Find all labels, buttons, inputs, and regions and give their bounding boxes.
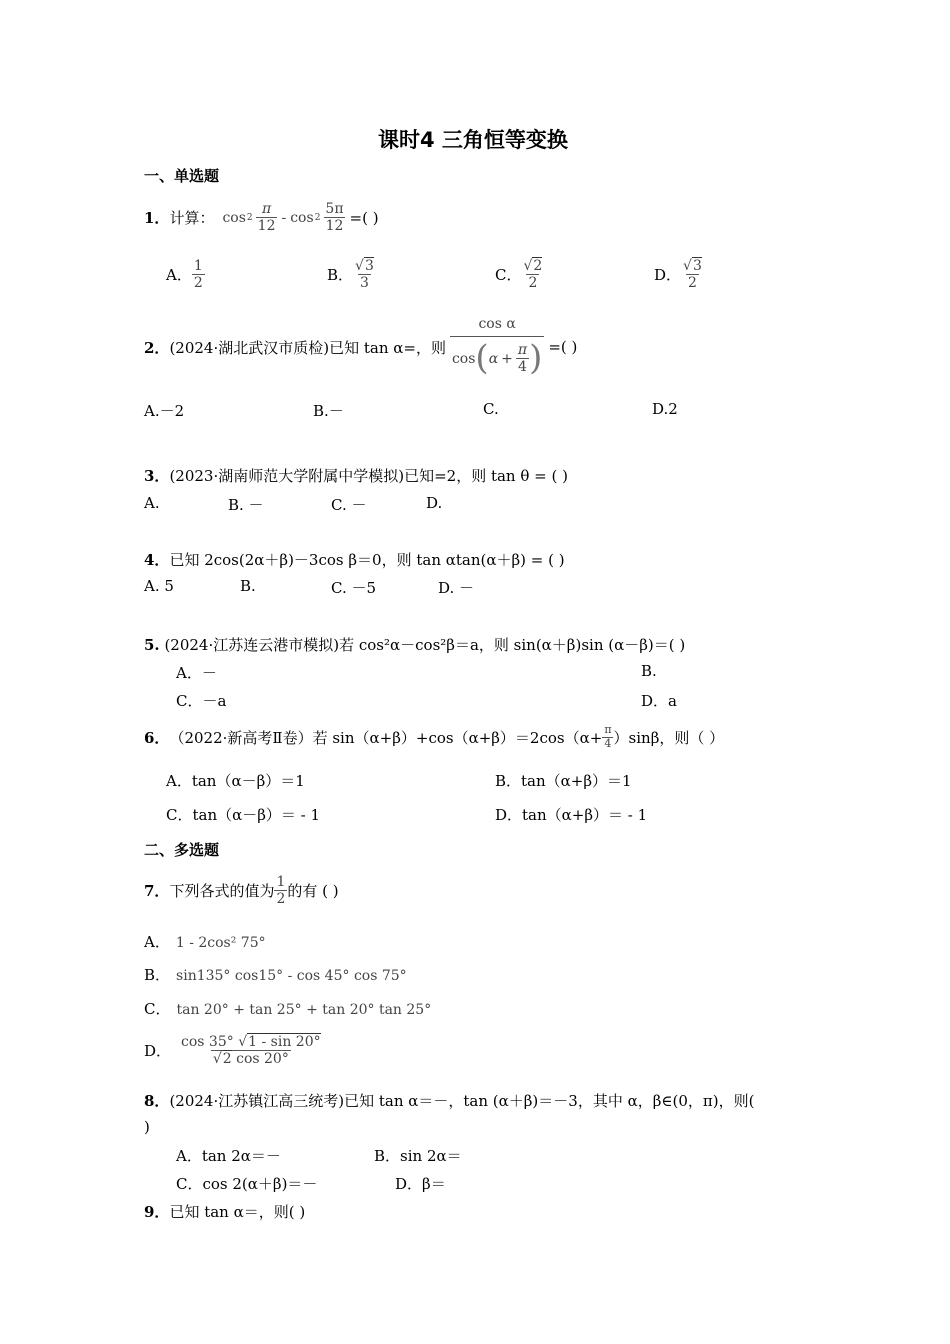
question-text: (2024·江苏镇江高三统考)已知 tan α＝－，tan (α＋β)＝－3，其中 α，β∈(0，π)，则( (169, 1092, 755, 1110)
option-b[interactable]: B． sin135° cos15° - cos 45° cos 75° (144, 966, 407, 984)
question-8-continuation: ) (144, 1118, 150, 1136)
section-single-choice: 一、单选题 (144, 167, 220, 185)
question-text: (2024·江苏连云港市模拟)若 cos²α－cos²β＝a，则 sin(α＋β)sin (α－β)＝( ) (164, 636, 686, 654)
question-number: 9． (144, 1203, 170, 1221)
question-number: 7． (144, 882, 170, 901)
question-number: 2． (144, 338, 170, 357)
option-a[interactable]: A．tan 2α＝－ (176, 1147, 281, 1165)
option-c[interactable]: C． $\frac{√2}{2}$ (495, 258, 543, 292)
option-c[interactable]: C．tan（α－β）＝ - 1 (166, 806, 321, 824)
option-c[interactable]: C. －5 (331, 579, 377, 597)
option-c[interactable]: C． tan 20° + tan 25° + tan 20° tan 25° (144, 1000, 432, 1018)
option-c[interactable]: C．cos 2(α＋β)＝－ (176, 1175, 318, 1193)
question-8 (144, 1090, 754, 1111)
option-b[interactable]: B. (240, 577, 256, 595)
option-a[interactable]: A. 5 (144, 577, 174, 595)
option-d[interactable]: D．a (641, 692, 677, 710)
question-9 (144, 1201, 305, 1222)
question-5 (144, 634, 685, 655)
option-d[interactable]: D.2 (652, 400, 678, 418)
option-a[interactable]: A. (144, 494, 160, 512)
option-a[interactable]: A． 1 - 2cos² 75° (144, 933, 266, 951)
question-text: (2023·湖南师范大学附属中学模拟)已知=2，则 tan θ = ( ) (169, 467, 568, 485)
question-2: 2． (2024·湖北武汉市质检)已知 tan α=，则 cos α cos ( α + $\frac{\pi}{4}$ ) =( ) (144, 316, 578, 379)
question-text: 的有 ( ) (287, 882, 339, 901)
question-3 (144, 465, 568, 486)
question-text: 下列各式的值为 (169, 882, 275, 901)
option-c[interactable]: C．－a (176, 692, 227, 710)
question-number: 1． (144, 209, 170, 228)
question-number: 4． (144, 551, 170, 569)
math-expression: cos α cos ( α + $\frac{\pi}{4}$ ) (451, 316, 543, 379)
option-b[interactable]: B．sin 2α＝ (374, 1147, 462, 1165)
option-c[interactable]: C. － (331, 496, 367, 514)
option-d[interactable]: D．β＝ (395, 1175, 446, 1193)
option-a[interactable]: A.－2 (144, 402, 185, 420)
option-d[interactable]: D. － (438, 579, 475, 597)
question-number: 8． (144, 1092, 170, 1110)
option-b[interactable]: B.－ (313, 402, 344, 420)
question-7: 7． 下列各式的值为 $\frac{1}{2}$ 的有 ( ) (144, 874, 339, 908)
question-text: 已知 2cos(2α＋β)－3cos β＝0，则 tan αtan(α＋β) = ( ) (169, 551, 565, 569)
option-b[interactable]: B. － (228, 496, 264, 514)
option-d[interactable]: D．tan（α+β）＝ - 1 (495, 806, 648, 824)
option-a[interactable]: A．tan（α－β）＝1 (166, 772, 305, 790)
section-multiple-choice: 二、多选题 (144, 841, 220, 859)
option-b[interactable]: B． $\frac{√3}{3}$ (327, 258, 374, 292)
option-d[interactable]: D． $\frac{√3}{2}$ (654, 258, 702, 292)
math-expression: cos 2 $\frac{\pi}{12}$ - cos 2 $\frac{5\pi}{12}$ (222, 201, 344, 235)
question-number: 3． (144, 467, 170, 485)
question-6: 6． （2022·新高考Ⅱ卷）若 sin（α+β）+cos（α+β）＝2cos（α+ $\frac{\pi}{4}$ ）sinβ，则（ ） (144, 723, 725, 750)
question-text: (2024·湖北武汉市质检)已知 tan α=，则 (169, 338, 446, 357)
option-a[interactable]: A． $\frac{1}{2}$ (166, 258, 203, 292)
option-d[interactable]: D. (426, 494, 443, 512)
question-1: 1． 计算： cos 2 $\frac{\pi}{12}$ - cos 2 $\frac{5\pi}{12}$ =( ) (144, 201, 379, 235)
question-text: ）sinβ，则（ ） (613, 728, 725, 747)
page-title: 课时4 三角恒等变换 (378, 128, 568, 152)
option-b[interactable]: B. (641, 662, 657, 680)
question-text: 计算： (169, 209, 215, 228)
option-c[interactable]: C. (483, 400, 499, 418)
option-d[interactable]: D． $\frac{\cos 35^\circ √1 - \sin 20^\circ}{√2 \cos 20^\circ}$ (144, 1034, 321, 1068)
option-a[interactable]: A．－ (176, 664, 217, 682)
option-b[interactable]: B．tan（α+β）＝1 (495, 772, 632, 790)
question-text: （2022·新高考Ⅱ卷）若 sin（α+β）+cos（α+β）＝2cos（α+ (169, 728, 603, 747)
question-text: 已知 tan α＝，则( ) (169, 1203, 306, 1221)
question-4 (144, 549, 565, 570)
question-number: 5. (144, 636, 160, 654)
question-number: 6． (144, 728, 170, 747)
